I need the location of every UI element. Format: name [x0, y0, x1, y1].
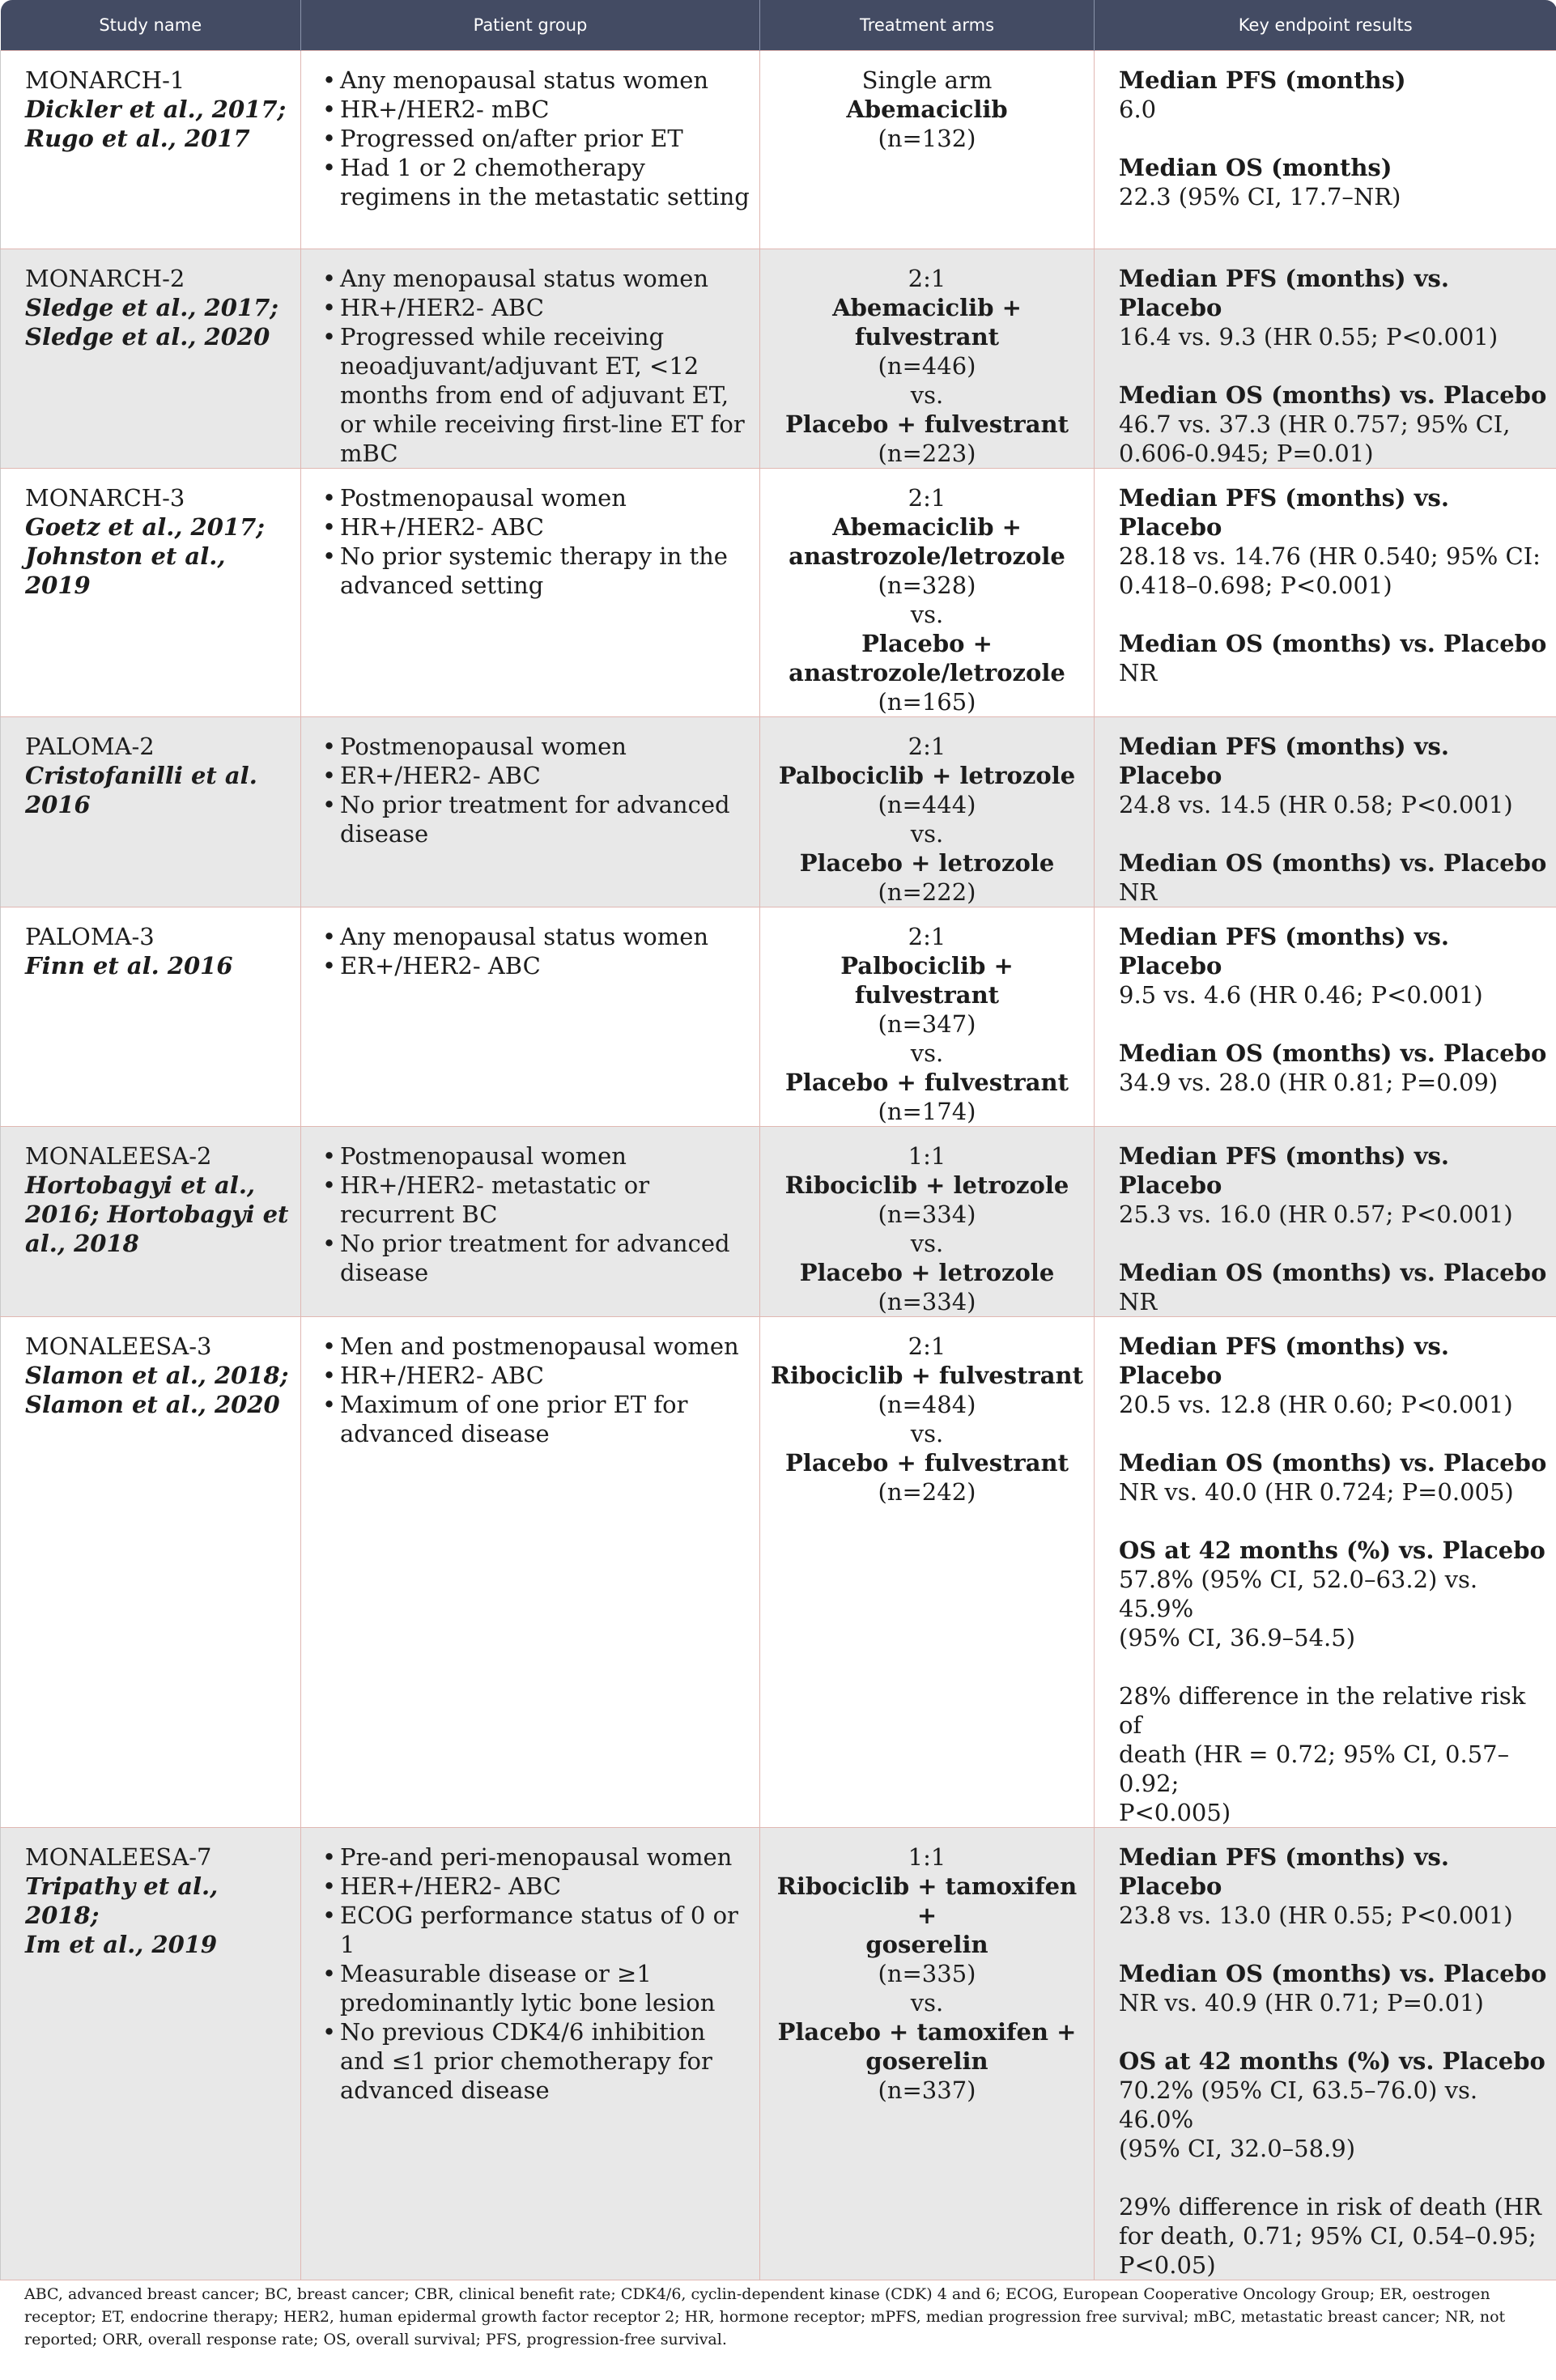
- endpoint-results-cell: [1095, 249, 1556, 469]
- endpoint-results-cell: [1095, 907, 1556, 1127]
- patient-criterion: • ER+/HER2- ABC: [322, 761, 751, 790]
- header-row: [1, 0, 1556, 51]
- header-key-endpoint-results: Key endpoint results: [1095, 0, 1556, 51]
- patient-criteria-list: [322, 264, 751, 468]
- endpoint-value: 22.3 (95% CI, 17.7–NR): [1119, 183, 1401, 210]
- trial-name: MONARCH-1: [25, 66, 185, 94]
- endpoint-label: Median OS (months) vs. Placebo: [1119, 630, 1547, 657]
- treatment-arm-line: goserelin: [865, 1931, 988, 1958]
- treatment-arms-cell: [760, 1317, 1095, 1828]
- patient-group-cell: [301, 249, 760, 469]
- trial-name: PALOMA-2: [25, 733, 155, 760]
- treatment-arm-line: vs.: [910, 1420, 944, 1447]
- endpoint-value: NR vs. 40.9 (HR 0.71; P=0.01): [1119, 1989, 1484, 2017]
- patient-criterion: • Pre-and peri-menopausal women: [322, 1842, 751, 1872]
- patient-criterion: • Maximum of one prior ET for advanced disease: [322, 1390, 751, 1448]
- endpoint-label: Median PFS (months) vs. Placebo: [1119, 1332, 1449, 1389]
- patient-criterion: • Measurable disease or ≥1 predominantly lytic bone lesion: [322, 1959, 751, 2017]
- patient-criteria-list: [322, 732, 751, 848]
- treatment-arms-cell: [760, 249, 1095, 469]
- patient-criterion: • Men and postmenopausal women: [322, 1332, 751, 1361]
- treatment-arm-line: Placebo + fulvestrant: [785, 410, 1069, 438]
- treatment-arm-line: Abemaciclib: [846, 96, 1008, 123]
- endpoint-label: Median OS (months) vs. Placebo: [1119, 849, 1547, 877]
- patient-criterion: • No prior treatment for advanced disease: [322, 1229, 751, 1287]
- treatment-arm-line: 1:1: [908, 1843, 946, 1871]
- endpoint-results-cell: [1095, 1317, 1556, 1828]
- endpoint-block: [1119, 732, 1548, 819]
- endpoint-block: [1119, 1258, 1548, 1316]
- treatment-arm-line: (n=328): [878, 572, 976, 599]
- endpoint-block: [1119, 1959, 1548, 2017]
- treatment-arm-line: (n=446): [878, 352, 976, 380]
- patient-criterion: • No previous CDK4/6 inhibition and ≤1 prior chemotherapy for advanced disease: [322, 2017, 751, 2105]
- header-study-name: Study name: [1, 0, 301, 51]
- study-reference: Cristofanilli et al.: [25, 762, 257, 789]
- endpoint-block: [1119, 2046, 1548, 2163]
- trial-name: MONARCH-2: [25, 265, 185, 292]
- study-reference: Finn et al. 2016: [25, 952, 233, 980]
- treatment-arms-cell: [760, 717, 1095, 907]
- study-reference: Sledge et al., 2017;: [25, 294, 278, 321]
- endpoint-value: 24.8 vs. 14.5 (HR 0.58; P<0.001): [1119, 791, 1513, 818]
- study-reference: Sledge et al., 2020: [25, 323, 270, 351]
- treatment-arm-line: (n=347): [878, 1010, 976, 1038]
- endpoint-value: 6.0: [1119, 96, 1157, 123]
- patient-criterion: • Progressed while receiving neoadjuvant/adjuvant ET, <12 months from end of adjuvant ET, or while receiving first-line ET for mBC: [322, 322, 751, 468]
- patient-criterion: • Any menopausal status women: [322, 264, 751, 293]
- endpoint-label: Median OS (months) vs. Placebo: [1119, 1449, 1547, 1477]
- treatment-arm-line: Placebo +: [861, 630, 993, 657]
- treatment-arm-line: vs.: [910, 820, 944, 848]
- treatment-arm-line: anastrozole/letrozole: [789, 542, 1065, 570]
- endpoint-label: Median OS (months) vs. Placebo: [1119, 1259, 1547, 1286]
- study-cell: [1, 907, 301, 1127]
- study-cell: [1, 51, 301, 249]
- endpoint-value: 29% difference in risk of death (HR: [1119, 2193, 1541, 2221]
- endpoint-label: Median PFS (months) vs. Placebo: [1119, 1142, 1449, 1199]
- treatment-arm-line: Abemaciclib +: [832, 513, 1022, 541]
- endpoint-results-cell: [1095, 51, 1556, 249]
- study-reference: Im et al., 2019: [25, 1931, 218, 1958]
- endpoint-value: 0.606-0.945; P=0.01): [1119, 440, 1374, 467]
- endpoint-block: [1119, 1448, 1548, 1507]
- patient-group-cell: [301, 1317, 760, 1828]
- endpoint-block: [1119, 1332, 1548, 1419]
- endpoint-value: NR: [1119, 878, 1158, 906]
- endpoint-value: 28.18 vs. 14.76 (HR 0.540; 95% CI:: [1119, 542, 1541, 570]
- treatment-arm-line: vs.: [910, 381, 944, 409]
- endpoint-value: 25.3 vs. 16.0 (HR 0.57; P<0.001): [1119, 1201, 1513, 1228]
- patient-group-cell: [301, 51, 760, 249]
- endpoint-block: [1119, 1039, 1548, 1097]
- endpoint-block: [1119, 1842, 1548, 1930]
- study-reference: 2016: [25, 791, 91, 818]
- study-cell: [1, 469, 301, 717]
- trial-name: MONARCH-3: [25, 484, 185, 512]
- treatment-arm-line: Ribociclib + letrozole: [784, 1171, 1069, 1199]
- treatment-arms-cell: [760, 907, 1095, 1127]
- study-reference: Slamon et al., 2018;: [25, 1362, 289, 1389]
- study-reference: Rugo et al., 2017: [25, 125, 250, 152]
- trial-name: MONALEESA-3: [25, 1332, 212, 1360]
- treatment-arm-line: 2:1: [908, 265, 946, 292]
- patient-criterion: • ER+/HER2- ABC: [322, 951, 751, 980]
- treatment-arm-line: Ribociclib + fulvestrant: [770, 1362, 1084, 1389]
- endpoint-block: [1119, 1681, 1548, 1827]
- endpoint-value: 28% difference in the relative risk of: [1119, 1682, 1526, 1739]
- patient-criterion: • Any menopausal status women: [322, 922, 751, 951]
- endpoint-value: death (HR = 0.72; 95% CI, 0.57–0.92;: [1119, 1740, 1510, 1797]
- treatment-arm-line: (n=223): [878, 440, 976, 467]
- treatment-arm-line: (n=444): [878, 791, 976, 818]
- treatment-arm-line: (n=334): [878, 1288, 976, 1315]
- patient-criteria-list: [322, 1332, 751, 1448]
- study-reference: al., 2018: [25, 1230, 139, 1257]
- endpoint-value: P<0.005): [1119, 1799, 1231, 1826]
- endpoint-label: Median PFS (months) vs. Placebo: [1119, 265, 1449, 321]
- patient-criterion: • HR+/HER2- ABC: [322, 293, 751, 322]
- endpoint-block: [1119, 629, 1548, 687]
- table-header: [1, 0, 1556, 51]
- endpoint-results-cell: [1095, 1127, 1556, 1317]
- treatment-arm-line: 2:1: [908, 923, 946, 950]
- endpoint-label: OS at 42 months (%) vs. Placebo: [1119, 1536, 1545, 1564]
- study-cell: [1, 1127, 301, 1317]
- treatment-arm-line: vs.: [910, 1230, 944, 1257]
- treatment-arms-cell: [760, 469, 1095, 717]
- study-cell: [1, 717, 301, 907]
- patient-group-cell: [301, 1828, 760, 2280]
- treatment-arm-line: 2:1: [908, 484, 946, 512]
- treatment-arm-line: (n=132): [878, 125, 976, 152]
- endpoint-label: Median OS (months) vs. Placebo: [1119, 381, 1547, 409]
- patient-group-cell: [301, 907, 760, 1127]
- header-treatment-arms: Treatment arms: [760, 0, 1095, 51]
- treatment-arm-line: 2:1: [908, 733, 946, 760]
- study-reference: Tripathy et al., 2018;: [25, 1872, 219, 1929]
- patient-group-cell: [301, 1127, 760, 1317]
- endpoint-block: [1119, 2192, 1548, 2280]
- treatment-arm-line: (n=222): [878, 878, 976, 906]
- table-row: [1, 469, 1556, 717]
- treatment-arm-line: (n=174): [878, 1098, 976, 1125]
- table-row: [1, 249, 1556, 469]
- patient-criteria-list: [322, 1842, 751, 2105]
- endpoint-block: [1119, 66, 1548, 124]
- endpoint-label: Median OS (months) vs. Placebo: [1119, 1039, 1547, 1067]
- treatment-arm-line: goserelin: [865, 2047, 988, 2075]
- table-row: [1, 1127, 1556, 1317]
- patient-criterion: • HR+/HER2- ABC: [322, 512, 751, 542]
- patient-criteria-list: [322, 483, 751, 600]
- treatment-arm-line: (n=334): [878, 1201, 976, 1228]
- treatment-arm-line: Placebo + fulvestrant: [785, 1449, 1069, 1477]
- table-row: [1, 51, 1556, 249]
- endpoint-label: Median OS (months): [1119, 154, 1392, 181]
- patient-criterion: • No prior systemic therapy in the advanced setting: [322, 542, 751, 600]
- patient-criterion: • Had 1 or 2 chemotherapy regimens in the metastatic setting: [322, 153, 751, 211]
- table-row: [1, 907, 1556, 1127]
- table-row: [1, 1317, 1556, 1828]
- treatment-arm-line: Palbociclib + letrozole: [778, 762, 1076, 789]
- study-reference: 2016; Hortobagyi et: [25, 1201, 289, 1228]
- treatment-arm-line: Palbociclib + fulvestrant: [840, 952, 1014, 1009]
- endpoint-value: NR vs. 40.0 (HR 0.724; P=0.005): [1119, 1478, 1514, 1506]
- endpoint-value: 70.2% (95% CI, 63.5–76.0) vs. 46.0%: [1119, 2076, 1478, 2133]
- treatment-arm-line: Placebo + fulvestrant: [785, 1069, 1069, 1096]
- patient-group-cell: [301, 717, 760, 907]
- treatment-arm-line: Placebo + letrozole: [799, 849, 1055, 877]
- treatment-arm-line: (n=335): [878, 1960, 976, 1987]
- treatment-arm-line: Placebo + letrozole: [799, 1259, 1055, 1286]
- endpoint-results-cell: [1095, 717, 1556, 907]
- endpoint-value: 46.7 vs. 37.3 (HR 0.757; 95% CI,: [1119, 410, 1511, 438]
- study-cell: [1, 1317, 301, 1828]
- patient-criteria-list: [322, 66, 751, 211]
- table-body: [1, 51, 1556, 2280]
- trial-name: PALOMA-3: [25, 923, 155, 950]
- treatment-arm-line: vs.: [910, 1989, 944, 2017]
- footnote-abbreviations: ABC, advanced breast cancer; BC, breast cancer; CBR, clinical benefit rate; CDK4/6, cyclin-dependent kinase (CDK) 4 and 6; ECOG, European Cooperative Oncology Group; ER, oestrogen receptor; ET, endocrine therapy; HER2, human epidermal growth factor receptor 2; HR, hormone receptor; mPFS, median progression free survival; mBC, metastatic breast cancer; NR, not reported; ORR, overall response rate; OS, overall survival; PFS, progression-free survival.: [24, 2285, 1506, 2348]
- treatment-arm-line: 2:1: [908, 1332, 946, 1360]
- endpoint-label: OS at 42 months (%) vs. Placebo: [1119, 2047, 1545, 2075]
- table-row: [1, 717, 1556, 907]
- treatment-arm-line: Single arm: [861, 66, 993, 94]
- patient-criterion: • HR+/HER2- ABC: [322, 1361, 751, 1390]
- patient-criterion: • Any menopausal status women: [322, 66, 751, 95]
- header-patient-group: Patient group: [301, 0, 760, 51]
- study-reference: Slamon et al., 2020: [25, 1391, 280, 1418]
- patient-criterion: • Postmenopausal women: [322, 1141, 751, 1171]
- patient-criterion: • Progressed on/after prior ET: [322, 124, 751, 153]
- endpoint-label: Median PFS (months) vs. Placebo: [1119, 923, 1449, 980]
- treatment-arm-line: Ribociclib + tamoxifen +: [776, 1872, 1078, 1929]
- treatment-arms-cell: [760, 1828, 1095, 2280]
- treatment-arm-line: (n=337): [878, 2076, 976, 2104]
- trial-name: MONALEESA-7: [25, 1843, 212, 1871]
- treatment-arm-line: fulvestrant: [854, 323, 1000, 351]
- treatment-arm-line: Placebo + tamoxifen +: [777, 2018, 1077, 2046]
- table-row: [1, 1828, 1556, 2280]
- treatment-arm-line: vs.: [910, 1039, 944, 1067]
- patient-criterion: • Postmenopausal women: [322, 483, 751, 512]
- endpoint-value: 20.5 vs. 12.8 (HR 0.60; P<0.001): [1119, 1391, 1513, 1418]
- endpoint-value: (95% CI, 36.9–54.5): [1119, 1624, 1356, 1651]
- treatment-arms-cell: [760, 1127, 1095, 1317]
- endpoint-value: 57.8% (95% CI, 52.0–63.2) vs. 45.9%: [1119, 1566, 1478, 1622]
- treatment-arm-line: 1:1: [908, 1142, 946, 1170]
- study-reference: Hortobagyi et al.,: [25, 1171, 256, 1199]
- endpoint-label: Median PFS (months) vs. Placebo: [1119, 733, 1449, 789]
- endpoint-block: [1119, 1141, 1548, 1229]
- endpoint-value: 0.418–0.698; P<0.001): [1119, 572, 1392, 599]
- endpoint-value: P<0.05): [1119, 2251, 1216, 2279]
- endpoint-block: [1119, 153, 1548, 211]
- endpoint-label: Median PFS (months) vs. Placebo: [1119, 1843, 1449, 1900]
- study-cell: [1, 249, 301, 469]
- endpoint-value: 16.4 vs. 9.3 (HR 0.55; P<0.001): [1119, 323, 1499, 351]
- endpoint-value: 23.8 vs. 13.0 (HR 0.55; P<0.001): [1119, 1902, 1513, 1929]
- endpoint-label: Median OS (months) vs. Placebo: [1119, 1960, 1547, 1987]
- patient-criterion: • Postmenopausal women: [322, 732, 751, 761]
- endpoint-value: 34.9 vs. 28.0 (HR 0.81; P=0.09): [1119, 1069, 1499, 1096]
- treatment-arm-line: (n=242): [878, 1478, 976, 1506]
- endpoint-value: 9.5 vs. 4.6 (HR 0.46; P<0.001): [1119, 981, 1483, 1009]
- patient-criterion: • HER+/HER2- ABC: [322, 1872, 751, 1901]
- treatment-arm-line: (n=165): [878, 688, 976, 716]
- treatment-arm-line: vs.: [910, 601, 944, 628]
- endpoint-value: NR: [1119, 659, 1158, 686]
- treatment-arm-line: (n=484): [878, 1391, 976, 1418]
- endpoint-block: [1119, 380, 1548, 468]
- endpoint-block: [1119, 264, 1548, 351]
- patient-criteria-list: [322, 1141, 751, 1287]
- patient-criterion: • No prior treatment for advanced disease: [322, 790, 751, 848]
- endpoint-value: NR: [1119, 1288, 1158, 1315]
- treatment-arm-line: anastrozole/letrozole: [789, 659, 1065, 686]
- patient-criterion: • HR+/HER2- metastatic or recurrent BC: [322, 1171, 751, 1229]
- endpoint-block: [1119, 483, 1548, 600]
- endpoint-value: (95% CI, 32.0–58.9): [1119, 2135, 1356, 2162]
- endpoint-value: for death, 0.71; 95% CI, 0.54–0.95;: [1119, 2222, 1537, 2250]
- endpoint-results-cell: [1095, 469, 1556, 717]
- endpoint-block: [1119, 922, 1548, 1009]
- patient-criterion: • HR+/HER2- mBC: [322, 95, 751, 124]
- endpoint-results-cell: [1095, 1828, 1556, 2280]
- endpoint-block: [1119, 1536, 1548, 1652]
- treatment-arms-cell: [760, 51, 1095, 249]
- endpoint-label: Median PFS (months) vs. Placebo: [1119, 484, 1449, 541]
- study-reference: Dickler et al., 2017;: [25, 96, 287, 123]
- trial-name: MONALEESA-2: [25, 1142, 212, 1170]
- patient-criteria-list: [322, 922, 751, 980]
- endpoint-label: Median PFS (months): [1119, 66, 1406, 94]
- treatment-arm-line: Abemaciclib +: [832, 294, 1022, 321]
- study-cell: [1, 1828, 301, 2280]
- study-reference: Johnston et al., 2019: [25, 542, 226, 599]
- study-reference: Goetz et al., 2017;: [25, 513, 265, 541]
- endpoint-block: [1119, 848, 1548, 907]
- patient-criterion: • ECOG performance status of 0 or 1: [322, 1901, 751, 1959]
- patient-group-cell: [301, 469, 760, 717]
